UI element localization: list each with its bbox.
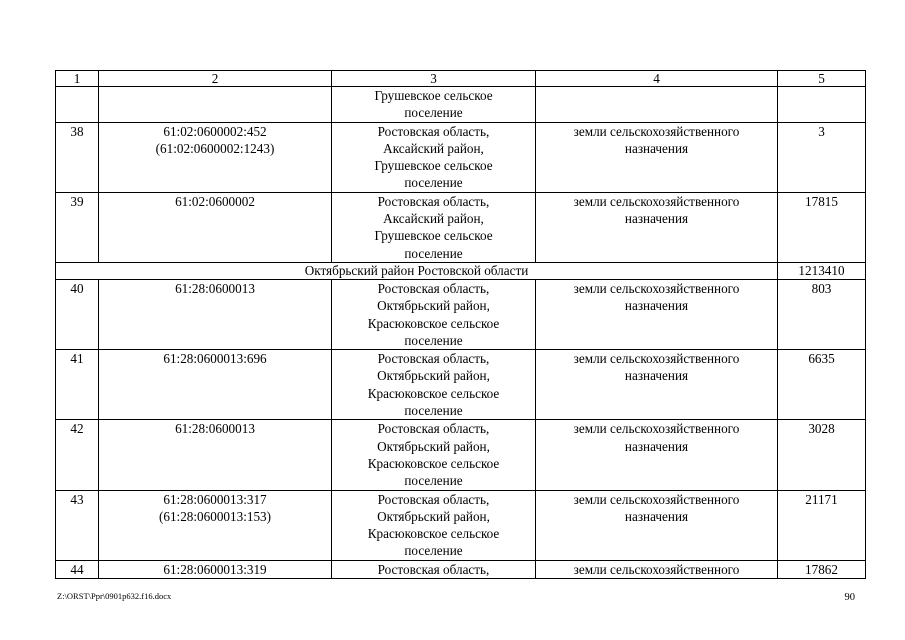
location-cell: Ростовская область, Аксайский район, Грушевское сельское поселение <box>332 192 536 262</box>
footer-file-path: Z:\ORST\Ppr\0901p632.f16.docx <box>57 591 172 601</box>
land-category-cell: земли сельскохозяйственного <box>536 560 778 578</box>
header-cell: 1 <box>56 71 99 87</box>
table-row <box>56 87 866 123</box>
land-category-cell: земли сельскохозяйственного назначения <box>536 192 778 262</box>
land-category-cell: земли сельскохозяйственного назначения <box>536 122 778 192</box>
table-header-row <box>56 71 866 87</box>
section-total-area: 1213410 <box>778 262 866 279</box>
area-cell: 6635 <box>778 350 866 420</box>
area-cell: 3 <box>778 122 866 192</box>
section-header-row <box>56 262 866 279</box>
table-row <box>56 490 866 560</box>
area-cell: 3028 <box>778 420 866 490</box>
header-cell: 2 <box>99 71 332 87</box>
cadastral-number-cell: 61:28:0600013:696 <box>99 350 332 420</box>
land-category-cell: земли сельскохозяйственного назначения <box>536 420 778 490</box>
row-number-cell: 40 <box>56 279 99 349</box>
location-cell: Ростовская область, Аксайский район, Грушевское сельское поселение <box>332 122 536 192</box>
table-row <box>56 560 866 578</box>
table-row <box>56 420 866 490</box>
location-cell: Ростовская область, Октябрьский район, Красюковское сельское поселение <box>332 420 536 490</box>
land-category-cell: земли сельскохозяйственного назначения <box>536 350 778 420</box>
cadastral-number-cell <box>99 87 332 123</box>
area-cell <box>778 87 866 123</box>
table-row <box>56 350 866 420</box>
header-cell: 3 <box>332 71 536 87</box>
cadastral-number-cell: 61:28:0600013 <box>99 279 332 349</box>
location-cell: Ростовская область, Октябрьский район, Красюковское сельское поселение <box>332 350 536 420</box>
land-category-cell <box>536 87 778 123</box>
cadastral-number-cell: 61:02:0600002 <box>99 192 332 262</box>
header-cell: 5 <box>778 71 866 87</box>
table-row <box>56 122 866 192</box>
cadastral-number-cell: 61:28:0600013 <box>99 420 332 490</box>
location-cell: Ростовская область, <box>332 560 536 578</box>
cadastral-number-cell: 61:28:0600013:317 (61:28:0600013:153) <box>99 490 332 560</box>
location-cell: Ростовская область, Октябрьский район, Красюковское сельское поселение <box>332 490 536 560</box>
location-cell: Ростовская область, Октябрьский район, Красюковское сельское поселение <box>332 279 536 349</box>
row-number-cell: 39 <box>56 192 99 262</box>
location-cell: Грушевское сельское поселение <box>332 87 536 123</box>
land-category-cell: земли сельскохозяйственного назначения <box>536 279 778 349</box>
row-number-cell: 42 <box>56 420 99 490</box>
row-number-cell: 38 <box>56 122 99 192</box>
row-number-cell: 43 <box>56 490 99 560</box>
table-row <box>56 192 866 262</box>
cadastral-number-cell: 61:28:0600013:319 <box>99 560 332 578</box>
cadastral-number-cell: 61:02:0600002:452 (61:02:0600002:1243) <box>99 122 332 192</box>
table-body <box>56 71 866 579</box>
land-plots-table <box>55 70 866 579</box>
row-number-cell: 41 <box>56 350 99 420</box>
row-number-cell <box>56 87 99 123</box>
area-cell: 17862 <box>778 560 866 578</box>
row-number-cell: 44 <box>56 560 99 578</box>
area-cell: 17815 <box>778 192 866 262</box>
land-category-cell: земли сельскохозяйственного назначения <box>536 490 778 560</box>
area-cell: 803 <box>778 279 866 349</box>
section-title: Октябрьский район Ростовской области <box>56 262 778 279</box>
table-row <box>56 279 866 349</box>
area-cell: 21171 <box>778 490 866 560</box>
header-cell: 4 <box>536 71 778 87</box>
page-number: 90 <box>844 592 855 603</box>
